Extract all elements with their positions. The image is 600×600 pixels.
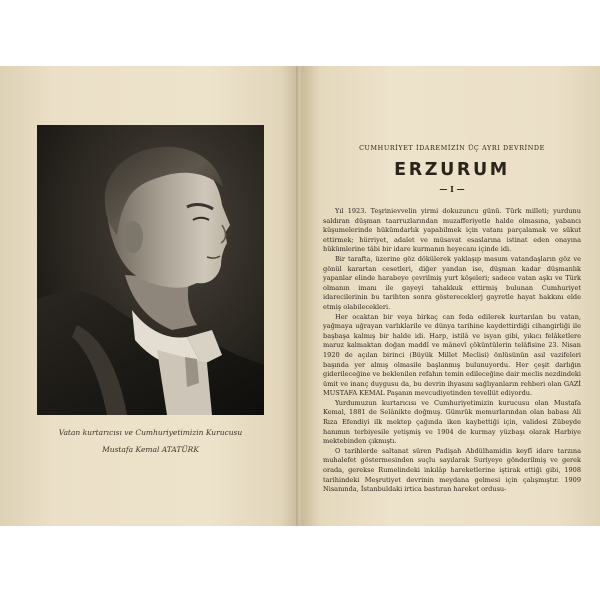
chapter-title: ERZURUM [394,160,510,180]
paragraph: Yurdumuzun kurtarıcısı ve Cumhuriyetimizin kurucusu olan Mustafa Kemal, 1881 de Selânikte doğmuş. Gümrük memurlarından olan babası Ali Rıza Efendiyi ilk mektep çağında iken kaybettiği için, validesi Zübeyde hanımın terbiyesile yetişmiş ve 1904 de kurmay yüzbaşı olarak Harbiye mektebinden çıkmıştı. [323,398,581,446]
paragraph: Bir tarafta, üzerine göz dökülerek yaklaşıp masum vatandaşların göz ve gönül karartan cesetleri, diğer yandan ise, düşman kadar düşmanlık yapanlar elinde harabeye çevrilmiş yurt köşeleri; sadece vatan aşkı ve Türk olmanın imanı ile gayeyi tahakkuk ettirmiş bulunan Cumhuriyet idarecilerinin bu tarihten sonra göstereceklerj gayretle hayat hakkını elde etmiş olabilecekleri. [323,254,581,311]
paragraph: Her ocaktan bir veya birkaç can feda edilerek kurtarılan bu vatan, yağmaya uğrayan varlıklarile ve dünya tarihine kaydettirdiği cihangirliği ile başbaşa kalmış bir halde idi. Harp, istilâ ve isyan gibi, yıkıcı felâketlere maruz kalmaktan doğan maddî ve mânevî çöküntülerin telâfisine 23. Nisan 1920 de açılan birinci (Büyük Millet Meclisi) önlüsünün asıl vazifeleri başında yer almış olmasile başlanmış bulunuyordu. Her çeşit darlığın giderileceğine ve beklenilen refahın temin edileceğine dair meclis nezdindeki ümit ve inanç duygusu da, bu devrin ihyasını sağlıyanların rehberi olan GAZİ MUSTAFA KEMAL Paşanın mevcudiyetinden tevellüt ediyordu. [323,312,581,398]
body-text [323,207,581,495]
section-number: — I — [439,184,465,194]
running-head: CUMHURİYET İDAREMİZİN ÜÇ AYRI DEVRİNDE [359,144,545,152]
paragraph: O tarihlerde saltanat süren Padişah Abdülhamidin keyfî idare tarzına muhalefet göstermesinden suçlu sayılarak Suriyeye gönderilmiş ve gerek orada, gerekse Rumelindeki inkılâp hareketlerine iştirak ettiği gibi, 1908 tarihindeki Meşrutiyet devrinin meydana gelmesi için çalışmıştır. 1909 Nisanında, İstanbuldaki irtica bastıran hareket ordusu- [323,446,581,494]
portrait-caption: Vatan kurtarıcısı ve Cumhuriyetimizin Kurucusu [58,428,243,437]
portrait-photo [37,125,264,415]
paragraph: Yıl 1923. Teşrinievvelin yirmi dokuzuncu günü. Türk milleti; yurdunu saldıran düşman taarruzlarından muzafferiyetle halde olmasına, yabancı küşumelerinde hükümdarlık yapabilmek için vatanı parçalamak ve sükut ettirmek; hürriyet, adalet ve müsavat esaslarına istinat eden onayına hükümlerine tâbi bir idare kurmanın heyecanı içinde idi. [323,207,581,254]
portrait-caption-name: Mustafa Kemal ATATÜRK [102,445,199,454]
left-page [0,66,298,526]
